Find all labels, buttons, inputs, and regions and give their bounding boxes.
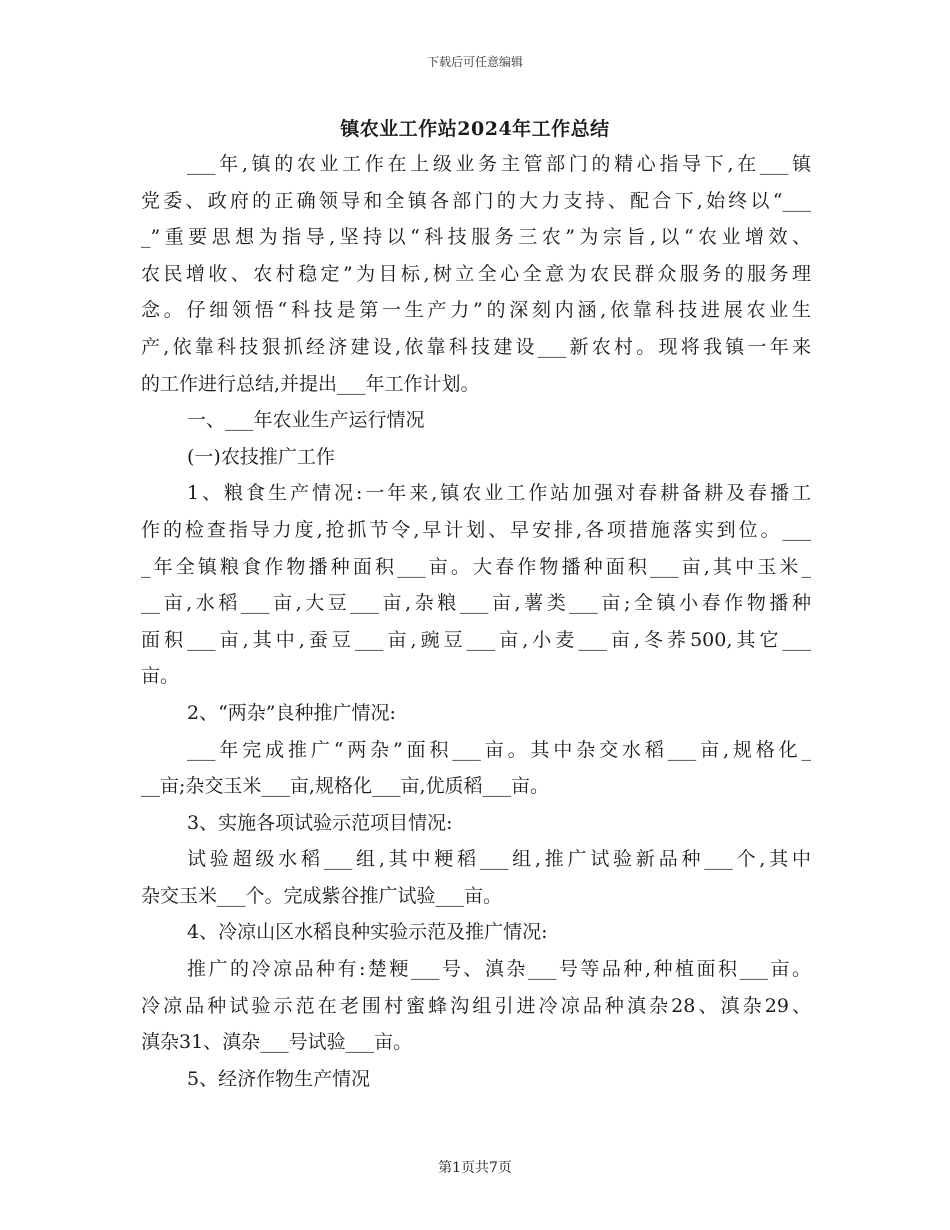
- paragraph-line: 1、粮食生产情况:一年来,镇农业工作站加强对春耕备耕及春播工: [187, 482, 811, 505]
- paragraph-line: 亩。: [141, 665, 180, 688]
- paragraph-line: 杂交玉米___个。完成紫谷推广试验___亩。: [141, 884, 503, 907]
- paragraph-line: ___年,镇的农业工作在上级业务主管部门的精心指导下,在___镇: [187, 153, 811, 175]
- paragraph-line: __亩,水稻___亩,大豆___亩,杂粮___亩,薯类___亩;全镇小春作物播种: [141, 592, 811, 615]
- paragraph-line: 面积___亩,其中,蚕豆___亩,豌豆___亩,小麦___亩,冬荞500,其它___: [141, 628, 811, 651]
- document-title: 镇农业工作站2024年工作总结: [340, 118, 610, 140]
- header-note: 下载后可任意编辑: [426, 55, 523, 69]
- paragraph-line: 农民增收、农村稳定”为目标,树立全心全意为农民群众服务的服务理: [141, 262, 811, 285]
- paragraph-line: ___年完成推广“两杂”面积___亩。其中杂交水稻___亩,规格化_: [187, 738, 811, 761]
- paragraph-line: 冷凉品种试验示范在老围村蜜蜂沟组引进冷凉品种滇杂28、滇杂29、: [141, 994, 811, 1017]
- paragraph-line: 的工作进行总结,并提出___年工作计划。: [141, 372, 480, 395]
- paragraph-line: 滇杂31、滇杂___号试验___亩。: [141, 1031, 413, 1054]
- item-heading: 3、实施各项试验示范项目情况:: [187, 811, 453, 834]
- paragraph-line: 党委、政府的正确领导和全镇各部门的大力支持、配合下,始终以“___: [141, 189, 811, 212]
- subsection-heading: (一)农技推广工作: [187, 445, 335, 468]
- page-number: 第1页共7页: [438, 1160, 512, 1176]
- paragraph-line: __亩;杂交玉米___亩,规格化___亩,优质稻___亩。: [141, 775, 549, 798]
- item-heading: 2、“两杂”良种推广情况:: [187, 701, 396, 724]
- section-heading: 一、___年农业生产运行情况: [187, 409, 425, 432]
- paragraph-line: 念。仔细领悟“科技是第一生产力”的深刻内涵,依靠科技进展农业生: [141, 299, 811, 322]
- paragraph-line: 作的检查指导力度,抢抓节令,早计划、早安排,各项措施落实到位。___: [141, 518, 811, 541]
- item-heading: 5、经济作物生产情况: [187, 1067, 371, 1090]
- paragraph-line: 产,依靠科技狠抓经济建设,依靠科技建设___新农村。现将我镇一年来: [141, 335, 811, 358]
- paragraph-line: 试验超级水稻___组,其中粳稻___组,推广试验新品种___个,其中: [187, 848, 811, 871]
- item-heading: 4、冷凉山区水稻良种实验示范及推广情况:: [187, 921, 548, 944]
- paragraph-line: _年全镇粮食作物播种面积___亩。大春作物播种面积___亩,其中玉米_: [141, 555, 811, 578]
- paragraph-line: 推广的冷凉品种有:楚粳___号、滇杂___号等品种,种植面积___亩。: [187, 958, 811, 981]
- document-body: [141, 146, 811, 1097]
- paragraph-line: _”重要思想为指导,坚持以“科技服务三农”为宗旨,以“农业增效、: [141, 226, 811, 249]
